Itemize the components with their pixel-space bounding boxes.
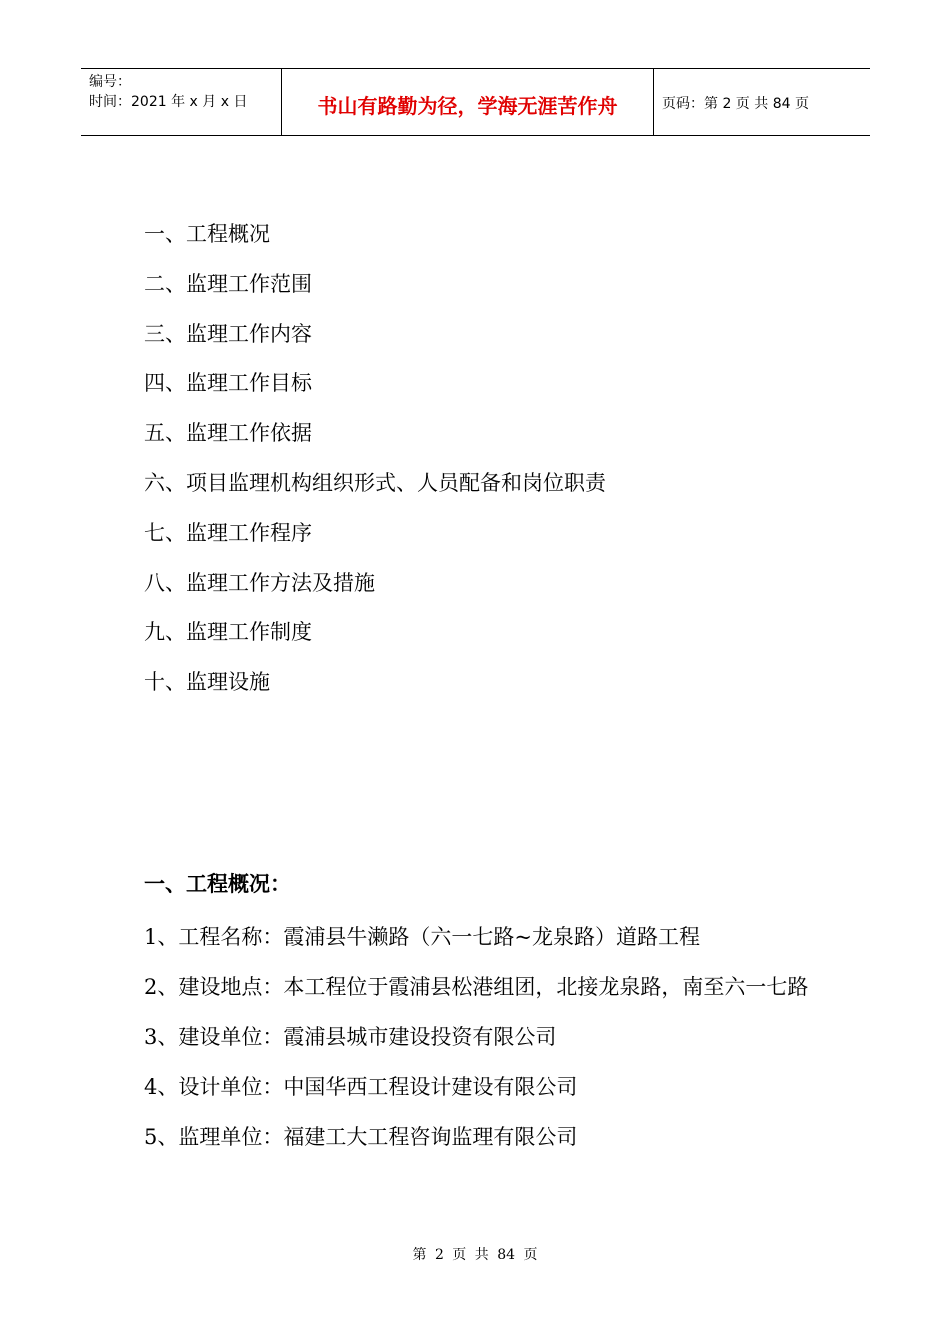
page-footer: 第 2 页 共 84 页 xyxy=(412,1247,538,1263)
section-body xyxy=(144,912,850,1162)
document-number-label: 编号： xyxy=(89,74,131,90)
project-item: 5、监理单位：福建工大工程咨询监理有限公司 xyxy=(144,1125,578,1149)
project-item: 1、工程名称：霞浦县牛濑路（六一七路~龙泉路）道路工程 xyxy=(144,925,700,949)
toc-item: 七、监理工作程序 xyxy=(144,520,312,545)
toc-item: 六、项目监理机构组织形式、人员配备和岗位职责 xyxy=(144,470,606,495)
toc-item: 四、监理工作目标 xyxy=(144,371,312,396)
toc-item: 八、监理工作方法及措施 xyxy=(144,570,375,595)
section-heading: 一、工程概况： xyxy=(144,872,291,896)
project-item: 4、设计单位：中国华西工程设计建设有限公司 xyxy=(144,1075,578,1099)
toc-item: 九、监理工作制度 xyxy=(144,620,312,645)
document-date-label: 时间：2021 年 x 月 x 日 xyxy=(89,94,248,110)
header-meta-cell xyxy=(81,69,282,135)
toc-item: 五、监理工作依据 xyxy=(144,421,312,446)
toc-item: 十、监理设施 xyxy=(144,670,270,695)
header-motto: 书山有路勤为径，学海无涯苦作舟 xyxy=(282,69,654,135)
toc-item: 一、工程概况 xyxy=(144,222,270,246)
header-page-number: 页码：第 2 页 共 84 页 xyxy=(662,96,809,112)
table-of-contents xyxy=(144,216,606,714)
toc-item: 三、监理工作内容 xyxy=(144,321,312,346)
page-header xyxy=(81,68,870,136)
toc-item: 二、监理工作范围 xyxy=(144,271,312,296)
project-item: 2、建设地点：本工程位于霞浦县松港组团，北接龙泉路，南至六一七路 xyxy=(144,975,809,999)
project-item: 3、建设单位：霞浦县城市建设投资有限公司 xyxy=(144,1025,557,1049)
